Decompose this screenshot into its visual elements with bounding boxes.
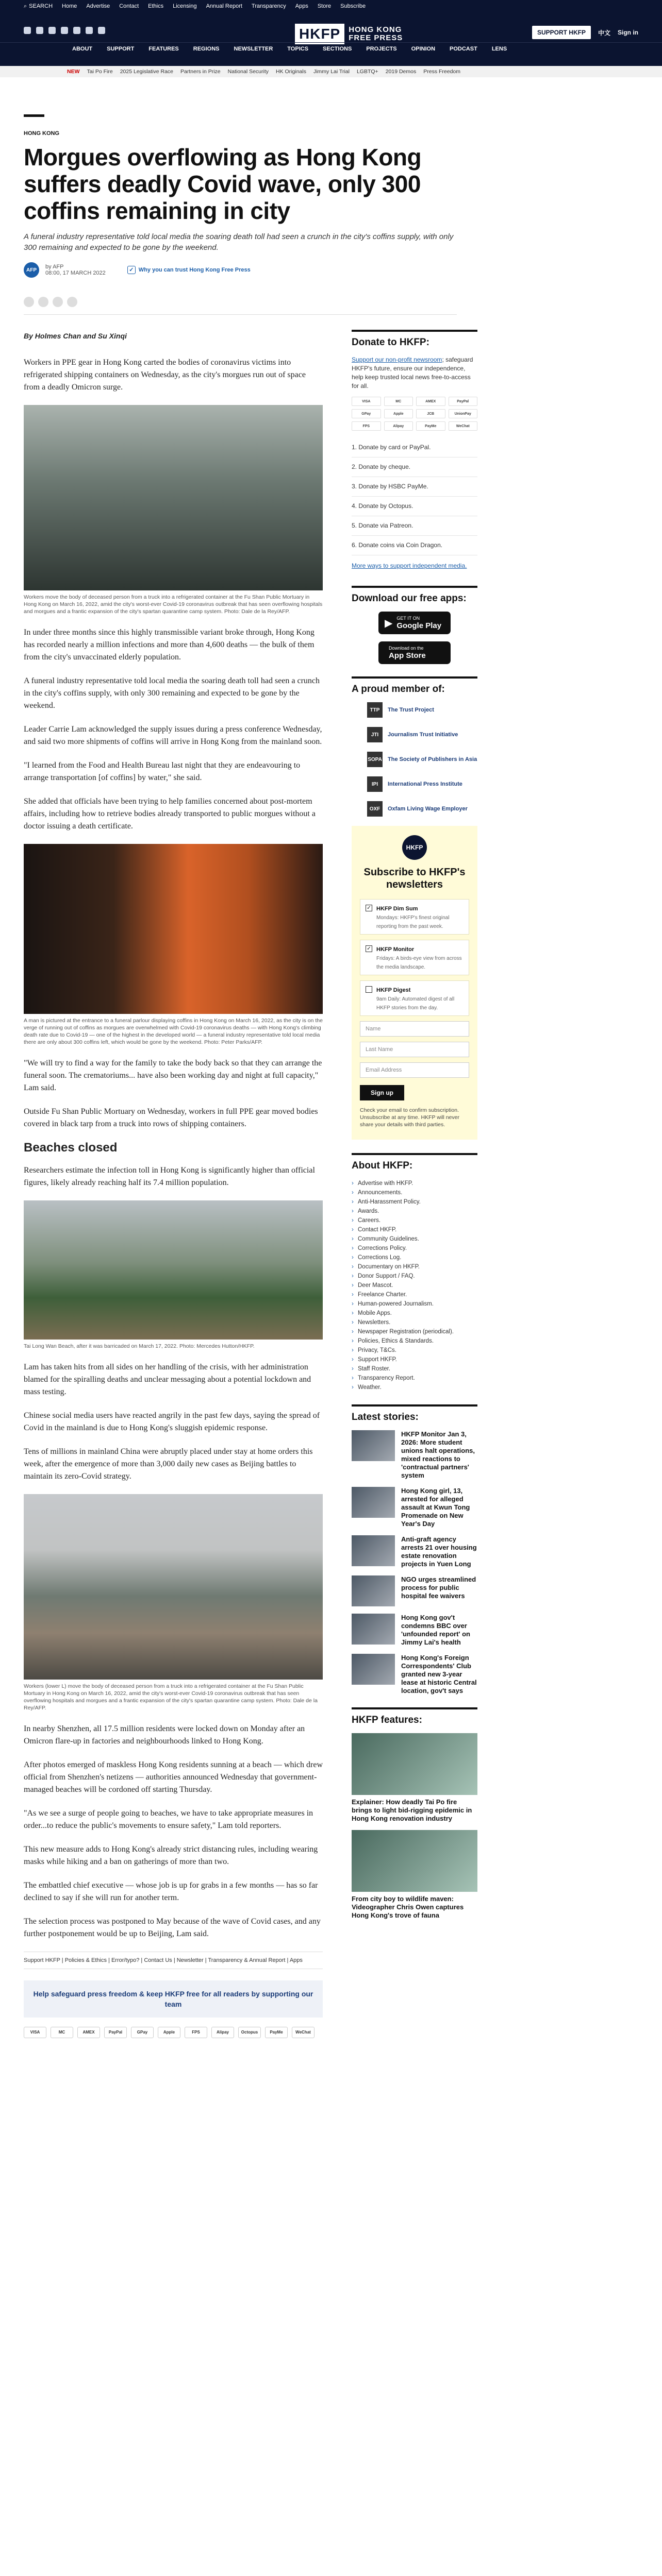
check-icon: ✓: [127, 266, 136, 274]
story-item[interactable]: [352, 1487, 477, 1528]
donate-payment-cards: [352, 397, 477, 431]
donate-box: Support our non-profit newsroom; safeguard HKFP's future, ensure our independence, help keep trusted local news free-to-access for all. VISA MC AMEX PayPal GPay Apple JCB UnionPay FPS Alipay PayMe WeChat 1. Donate by card or PayPal. 2. Donate by cheque. 3. Donate by HSBC PayMe. 4. Donate by Octopus. 5. Donate via Patreon. 6. Donate coins via Coin Dragon. More ways to support independent media.: [352, 355, 477, 570]
apps-link[interactable]: Apps: [295, 3, 308, 9]
nav-support[interactable]: SUPPORT: [107, 45, 135, 52]
paragraph: "As we see a surge of people going to beaches, we have to take appropriate measures in order...to reduce the public's movements to ensure safety," Lam told reporters.: [24, 1809, 313, 1830]
byline: [24, 262, 467, 278]
story-headline: Hong Kong's Foreign Correspondents' Club granted new 3-year lease at historic Central location, gov't says: [401, 1654, 477, 1694]
photo-mortuary: [24, 405, 323, 590]
paragraph: After photos emerged of maskless Hong Kong residents sunning at a beach — which drew official from Shenzhen's netizens — authorities announced Wednesday that government-managed beaches will be cordoned off starting Thursday.: [24, 1760, 323, 1794]
about-link[interactable]: › Contact HKFP.: [352, 1225, 477, 1234]
amex-icon[interactable]: AMEX: [77, 2027, 100, 2038]
figure: [24, 405, 323, 615]
share-buttons: [24, 297, 77, 307]
photo-caption: Tai Long Wan Beach, after it was barricaded on March 17, 2022. Photo: Mercedes Hutton/HKFP.: [24, 1343, 255, 1349]
about-link[interactable]: › Newspaper Registration (periodical).: [352, 1327, 477, 1336]
support-banner[interactable]: Help safeguard press freedom & keep HKFP free for all readers by supporting our team: [24, 1980, 323, 2018]
about-link[interactable]: › Newsletters.: [352, 1318, 477, 1327]
ipi-logo: IPI: [367, 776, 383, 792]
about-link[interactable]: › Human-powered Journalism.: [352, 1299, 477, 1309]
story-headline: Hong Kong girl, 13, arrested for alleged assault at Kwun Tong Promenade on New Year's Day: [401, 1487, 470, 1528]
payme-icon[interactable]: PayMe: [416, 421, 445, 431]
about-link[interactable]: › Corrections Policy.: [352, 1244, 477, 1253]
article-category[interactable]: HONG KONG: [24, 130, 60, 137]
about-link[interactable]: › Donor Support / FAQ.: [352, 1272, 477, 1281]
about-links: [352, 1179, 477, 1392]
trending-link[interactable]: 2019 Demos: [385, 69, 417, 75]
trending-link[interactable]: LGBTQ+: [356, 69, 378, 75]
about-link[interactable]: › Awards.: [352, 1207, 477, 1216]
feature-item[interactable]: [352, 1830, 477, 1920]
about-link[interactable]: › Staff Roster.: [352, 1364, 477, 1374]
feature-thumbnail: [352, 1733, 477, 1795]
trending-link[interactable]: Tai Po Fire: [87, 69, 113, 75]
photo-coffins: [24, 844, 323, 1014]
ethics-link[interactable]: Ethics: [148, 3, 164, 9]
article-authors: By Holmes Chan and Su Xinqi: [24, 332, 127, 340]
donate-step[interactable]: 5. Donate via Patreon.: [352, 516, 477, 536]
figure: [24, 844, 323, 1046]
member-logo[interactable]: TTP The Trust Project: [352, 702, 477, 718]
paragraph: The embattled chief executive — whose job is up for grabs in a few months — has so far declined to say if she will run for another term.: [24, 1881, 318, 1902]
trending-link[interactable]: Press Freedom: [423, 69, 461, 75]
signup-button[interactable]: Sign up: [360, 1085, 404, 1100]
facebook-icon[interactable]: [24, 27, 31, 34]
figure: [24, 1494, 323, 1711]
features-title: HKFP features:: [352, 1707, 477, 1726]
visa-icon[interactable]: VISA: [352, 397, 381, 406]
amex-icon[interactable]: AMEX: [416, 397, 445, 406]
about-link[interactable]: › Mobile Apps.: [352, 1309, 477, 1318]
publish-date: 08:00, 17 MARCH 2022: [45, 270, 106, 276]
site-header: [0, 12, 662, 66]
subscribe-title: Subscribe to HKFP's newsletters: [363, 867, 466, 890]
donate-steps: [352, 438, 477, 555]
search-link[interactable]: ⌕ SEARCH: [24, 3, 53, 9]
donate-step[interactable]: 2. Donate by cheque.: [352, 457, 477, 477]
member-logo[interactable]: OXF Oxfam Living Wage Employer: [352, 801, 477, 817]
google-play-button[interactable]: ▶ GET IT ON Google Play: [378, 612, 451, 634]
paragraph: The selection process was postponed to May because of the wave of Covid cases, and any further postponement would be up to Beijing, Lam said.: [24, 1917, 321, 1938]
paragraph: Researchers estimate the infection toll in Hong Kong is significantly higher than official figures, likely already reaching half its 7.4 million population.: [24, 1166, 315, 1187]
story-headline: Anti-graft agency arrests 21 over housing estate renovation projects in Yuen Long: [401, 1535, 477, 1568]
about-link[interactable]: › Privacy, T&Cs.: [352, 1346, 477, 1355]
about-link[interactable]: › Anti-Harassment Policy.: [352, 1197, 477, 1207]
youtube-icon[interactable]: [61, 27, 68, 34]
checkbox[interactable]: [366, 986, 372, 993]
story-thumbnail: [352, 1614, 395, 1645]
donate-step[interactable]: 6. Donate coins via Coin Dragon.: [352, 536, 477, 555]
paypal-icon[interactable]: PayPal: [104, 2027, 127, 2038]
paragraph: This new measure adds to Hong Kong's already strict distancing rules, including wearing masks while hiking and a ban on gatherings of more than two.: [24, 1845, 318, 1866]
story-thumbnail: [352, 1535, 395, 1566]
story-item[interactable]: [352, 1614, 477, 1647]
trending-link[interactable]: HK Originals: [276, 69, 306, 75]
licensing-link[interactable]: Licensing: [173, 3, 197, 9]
nav-sections[interactable]: SECTIONS: [323, 45, 352, 52]
newsletter-option[interactable]: HKFP Digest 9am Daily: Automated digest of all HKFP stories from the day.: [360, 980, 469, 1016]
octopus-icon[interactable]: Octopus: [238, 2027, 261, 2038]
signin-link[interactable]: Sign in: [618, 29, 638, 36]
trending-link[interactable]: National Security: [227, 69, 269, 75]
about-link[interactable]: › Deer Mascot.: [352, 1281, 477, 1290]
share-whatsapp-icon[interactable]: [53, 297, 63, 307]
trending-link[interactable]: Jimmy Lai Trial: [313, 69, 350, 75]
newsletter-option[interactable]: ✓ HKFP Dim Sum Mondays: HKFP's finest original reporting from the past week.: [360, 899, 469, 935]
latest-stories: [352, 1430, 477, 1695]
divider: [24, 314, 457, 315]
donate-step[interactable]: 1. Donate by card or PayPal.: [352, 438, 477, 457]
nav-regions[interactable]: REGIONS: [193, 45, 220, 52]
paypal-icon[interactable]: PayPal: [449, 397, 478, 406]
figure: [24, 1200, 323, 1350]
about-link[interactable]: › Transparency Report.: [352, 1374, 477, 1383]
payment-methods: [24, 2027, 323, 2038]
newsletter-signup: [352, 826, 477, 1140]
fps-icon[interactable]: FPS: [185, 2027, 207, 2038]
alipay-icon[interactable]: Alipay: [384, 421, 413, 431]
newsletter-option[interactable]: ✓ HKFP Monitor Fridays: A birds-eye view from across the media landscape.: [360, 940, 469, 975]
paragraph: Outside Fu Shan Public Mortuary on Wednesday, workers in full PPE gear moved bodies covered in black tarp from a truck into rows of shipping containers.: [24, 1107, 318, 1128]
story-item[interactable]: [352, 1575, 477, 1606]
paragraph: Chinese social media users have reacted angrily in the past few days, saying the spread of Covid in the mainland is due to Hong Kong's sluggish epidemic response.: [24, 1411, 320, 1432]
jti-logo: JTI: [367, 727, 383, 742]
story-headline: HKFP Monitor Jan 3, 2026: More student unions halt operations, mixed reactions to 'contractual partners' system: [401, 1430, 475, 1479]
play-store-icon: ▶: [385, 617, 393, 629]
donate-step[interactable]: 3. Donate by HSBC PayMe.: [352, 477, 477, 497]
paragraph: Leader Carrie Lam acknowledged the supply issues during a press conference Wednesday, and said two more shipments of coffins will arrive in Hong Kong from the mainland soon.: [24, 725, 322, 746]
fps-icon[interactable]: FPS: [352, 421, 381, 431]
nav-newsletter[interactable]: NEWSLETTER: [234, 45, 273, 52]
unionpay-icon[interactable]: UnionPay: [449, 409, 478, 418]
donate-title: Donate to HKFP:: [352, 330, 477, 348]
paragraph: "I learned from the Food and Health Bureau last night that they are endeavouring to arrange transportation [of coffins] by water," she said.: [24, 761, 301, 782]
payme-icon[interactable]: PayMe: [265, 2027, 288, 2038]
article-standfirst: A funeral industry representative told local media the soaring death toll had seen a crunch in the city's coffins supply, with only 300 remaining and expected to be gone by the weekend.: [24, 232, 454, 252]
feature-headline: Explainer: How deadly Tai Po fire brings to light bid-rigging epidemic in Hong Kong renovation industry: [352, 1798, 472, 1822]
member-title: A proud member of:: [352, 676, 477, 695]
wechat-icon[interactable]: WeChat: [449, 421, 478, 431]
store-link[interactable]: Store: [317, 3, 332, 9]
paragraph: In under three months since this highly transmissible variant broke through, Hong Kong has recorded nearly a million infections and more than 4,600 deaths — the bulk of them from the city's unvaccinated elderly population.: [24, 628, 315, 662]
paragraph: In nearby Shenzhen, all 17.5 million residents were locked down on Monday after an Omicron flare-up in factories and neighbourhoods linked to Hong Kong.: [24, 1724, 305, 1745]
support-hkfp-button[interactable]: SUPPORT HKFP: [532, 26, 591, 39]
oxfam-logo: OXF: [367, 801, 383, 817]
story-thumbnail: [352, 1575, 395, 1606]
nav-podcast[interactable]: PODCAST: [450, 45, 477, 52]
article-title: Morgues overflowing as Hong Kong suffers deadly Covid wave, only 300 coffins remaining in city: [24, 144, 422, 224]
transparency-link[interactable]: Transparency: [251, 3, 286, 9]
photo-containers: [24, 1494, 323, 1680]
story-thumbnail: [352, 1430, 395, 1461]
nav-projects[interactable]: PROJECTS: [366, 45, 397, 52]
share-email-icon[interactable]: [67, 297, 77, 307]
about-link[interactable]: › Support HKFP.: [352, 1355, 477, 1364]
subscribe-note: Check your email to confirm subscription. Unsubscribe at any time. HKFP will never share your details with third parties.: [360, 1107, 459, 1128]
apps-title: Download our free apps:: [352, 586, 477, 604]
share-facebook-icon[interactable]: [24, 297, 34, 307]
nav-opinion[interactable]: OPINION: [411, 45, 436, 52]
paragraph: Workers in PPE gear in Hong Kong carted the bodies of coronavirus victims into refrigerated shipping containers on Wednesday, as the city's morgues run out of space from a deadly Omicron surge.: [24, 358, 306, 392]
main-nav: [0, 42, 662, 55]
home-link[interactable]: Home: [62, 3, 77, 9]
mastercard-icon[interactable]: MC: [384, 397, 413, 406]
applepay-icon[interactable]: Apple: [384, 409, 413, 418]
photo-beach: [24, 1200, 323, 1340]
utility-bar: [0, 0, 662, 12]
linkedin-icon[interactable]: [86, 27, 93, 34]
nav-about[interactable]: ABOUT: [72, 45, 93, 52]
wechat-icon[interactable]: WeChat: [292, 2027, 315, 2038]
paragraph: Lam has taken hits from all sides on her handling of the crisis, with her administration blamed for the spiralling deaths and unclear messaging about a potential lockdown and mass testing.: [24, 1363, 311, 1396]
more-ways-link[interactable]: More ways to support independent media.: [352, 562, 467, 569]
annual-report-link[interactable]: Annual Report: [206, 3, 242, 9]
story-thumbnail: [352, 1487, 395, 1518]
kicker-rule: [24, 114, 44, 117]
gpay-icon[interactable]: GPay: [131, 2027, 154, 2038]
story-thumbnail: [352, 1654, 395, 1685]
trust-project-logo: TTP: [367, 702, 383, 718]
feature-headline: From city boy to wildlife maven: Videographer Chris Owen captures Hong Kong's trove of fauna: [352, 1895, 464, 1919]
rss-icon[interactable]: [98, 27, 105, 34]
paragraph: She added that officials have been trying to help families concerned about post-mortem affairs, including how to retrieve bodies already transported to public morgues without a doctor issuing a death certificate.: [24, 797, 316, 831]
search-icon: ⌕: [24, 3, 27, 9]
share-twitter-icon[interactable]: [38, 297, 48, 307]
story-item[interactable]: [352, 1654, 477, 1695]
support-links[interactable]: Support HKFP | Policies & Ethics | Error/typo? | Contact Us | Newsletter | Transparency & Annual Report | Apps: [24, 1952, 323, 1969]
trending-link[interactable]: 2025 Legislative Race: [120, 69, 174, 75]
first-name-field[interactable]: Name: [360, 1021, 469, 1037]
app-store-button[interactable]: Download on the App Store: [378, 641, 451, 664]
about-link[interactable]: › Community Guidelines.: [352, 1234, 477, 1244]
feature-thumbnail: [352, 1830, 477, 1892]
trust-link[interactable]: ✓ Why you can trust Hong Kong Free Press: [127, 266, 251, 274]
email-field[interactable]: Email Address: [360, 1062, 469, 1078]
donate-intro-link[interactable]: Support our non-profit newsroom: [352, 356, 442, 363]
applepay-icon[interactable]: Apple: [158, 2027, 180, 2038]
paragraph: "We will try to find a way for the family to take the body back so that they can arrange the funeral soon. The crematoriums... have also been working day and night at full capacity," Lam said.: [24, 1059, 322, 1092]
story-item[interactable]: [352, 1430, 477, 1480]
section-heading: Beaches closed: [24, 1141, 118, 1155]
story-headline: Hong Kong gov't condemns BBC over 'unfounded report' on Jimmy Lai's health: [401, 1614, 470, 1646]
alipay-icon[interactable]: Alipay: [211, 2027, 234, 2038]
new-badge: NEW: [67, 69, 80, 75]
photo-caption: Workers move the body of deceased person from a truck into a refrigerated container at the Fu Shan Public Mortuary in Hong Kong on March 16, 2022, amid the city's worst-ever Covid-19 coronavirus outbreak that has seen overflowing hospitals and morgues and a frantic expansion of the city's spartan quarantine camp system. Photo: Dale de la Rey/AFP.: [24, 594, 323, 615]
member-logo[interactable]: JTI Journalism Trust Initiative: [352, 727, 477, 742]
twitter-icon[interactable]: [36, 27, 43, 34]
about-link[interactable]: › Announcements.: [352, 1188, 477, 1197]
checkbox-checked[interactable]: ✓: [366, 905, 372, 911]
trending-bar: [0, 66, 662, 77]
latest-title: Latest stories:: [352, 1404, 477, 1423]
features-list: [352, 1733, 477, 1920]
hkfp-logo: HKFP: [402, 835, 427, 860]
about-link[interactable]: › Careers.: [352, 1216, 477, 1225]
article-header: [24, 114, 467, 278]
member-logo[interactable]: IPI International Press Institute: [352, 776, 477, 792]
about-link[interactable]: › Advertise with HKFP.: [352, 1179, 477, 1188]
feature-item[interactable]: [352, 1733, 477, 1823]
social-links: [24, 27, 105, 34]
member-logo[interactable]: SOPA The Society of Publishers in Asia: [352, 752, 477, 767]
subscribe-link[interactable]: Subscribe: [340, 3, 366, 9]
story-item[interactable]: [352, 1535, 477, 1568]
language-switch[interactable]: 中文: [598, 29, 610, 37]
instagram-icon[interactable]: [48, 27, 56, 34]
about-link[interactable]: › Weather.: [352, 1383, 477, 1392]
checkbox-checked[interactable]: ✓: [366, 945, 372, 952]
trending-link[interactable]: Partners in Prize: [180, 69, 221, 75]
about-link[interactable]: › Freelance Charter.: [352, 1290, 477, 1299]
contact-link[interactable]: Contact: [119, 3, 139, 9]
gpay-icon[interactable]: GPay: [352, 409, 381, 418]
about-link[interactable]: › Policies, Ethics & Standards.: [352, 1336, 477, 1346]
header-actions: [532, 26, 638, 39]
sidebar: [352, 330, 477, 1927]
site-logo[interactable]: HKFP HONG KONG FREE PRESS: [295, 24, 403, 44]
nav-topics[interactable]: TOPICS: [287, 45, 309, 52]
last-name-field[interactable]: Last Name: [360, 1042, 469, 1057]
author-name[interactable]: by AFP: [45, 264, 64, 270]
about-link[interactable]: › Documentary on HKFP.: [352, 1262, 477, 1272]
photo-caption: A man is pictured at the entrance to a funeral parlour displaying coffins in Hong Kong on March 16, 2022, as the city is on the verge of running out of coffins as morgues are overwhelmed with Covid-19 coronavirus deaths — with Hong Kong's climbing death rate due to Covid-19 — one of the highest in the developed world — a funeral industry representative told local media there are only about 300 coffins left, which would be gone by the weekend. Photo: Peter Parks/AFP.: [24, 1018, 323, 1045]
author-avatar: AFP: [24, 262, 39, 278]
visa-icon[interactable]: VISA: [24, 2027, 46, 2038]
about-link[interactable]: › Corrections Log.: [352, 1253, 477, 1262]
donate-step[interactable]: 4. Donate by Octopus.: [352, 497, 477, 516]
photo-caption: Workers (lower L) move the body of deceased person from a truck into a refrigerated container at the Fu Shan Public Mortuary in Hong Kong on March 16, 2022, amid the city's worst-ever Covid-19 coronavirus outbreak that has seen overflowing hospitals and morgues and a frantic expansion of the city's spartan quarantine camp system. Photo: Dale de la Rey/AFP.: [24, 1683, 318, 1711]
mastercard-icon[interactable]: MC: [51, 2027, 73, 2038]
nav-features[interactable]: FEATURES: [148, 45, 179, 52]
about-title: About HKFP:: [352, 1153, 477, 1172]
telegram-icon[interactable]: [73, 27, 80, 34]
nav-lens[interactable]: LENS: [491, 45, 507, 52]
article-body: [24, 330, 323, 2038]
paragraph: Tens of millions in mainland China were abruptly placed under stay at home orders this week, after the emergence of more than 3,000 daily new cases as Beijing battles to maintain its zero-Covid strategy.: [24, 1447, 313, 1481]
sopa-logo: SOPA: [367, 752, 383, 767]
story-headline: NGO urges streamlined process for public hospital fee waivers: [401, 1575, 476, 1600]
paragraph: A funeral industry representative told local media the soaring death toll had seen a crunch in the city's coffins supply, with only 300 remaining and expected to be gone by the weekend.: [24, 676, 320, 710]
jcb-icon[interactable]: JCB: [416, 409, 445, 418]
advertise-link[interactable]: Advertise: [86, 3, 110, 9]
